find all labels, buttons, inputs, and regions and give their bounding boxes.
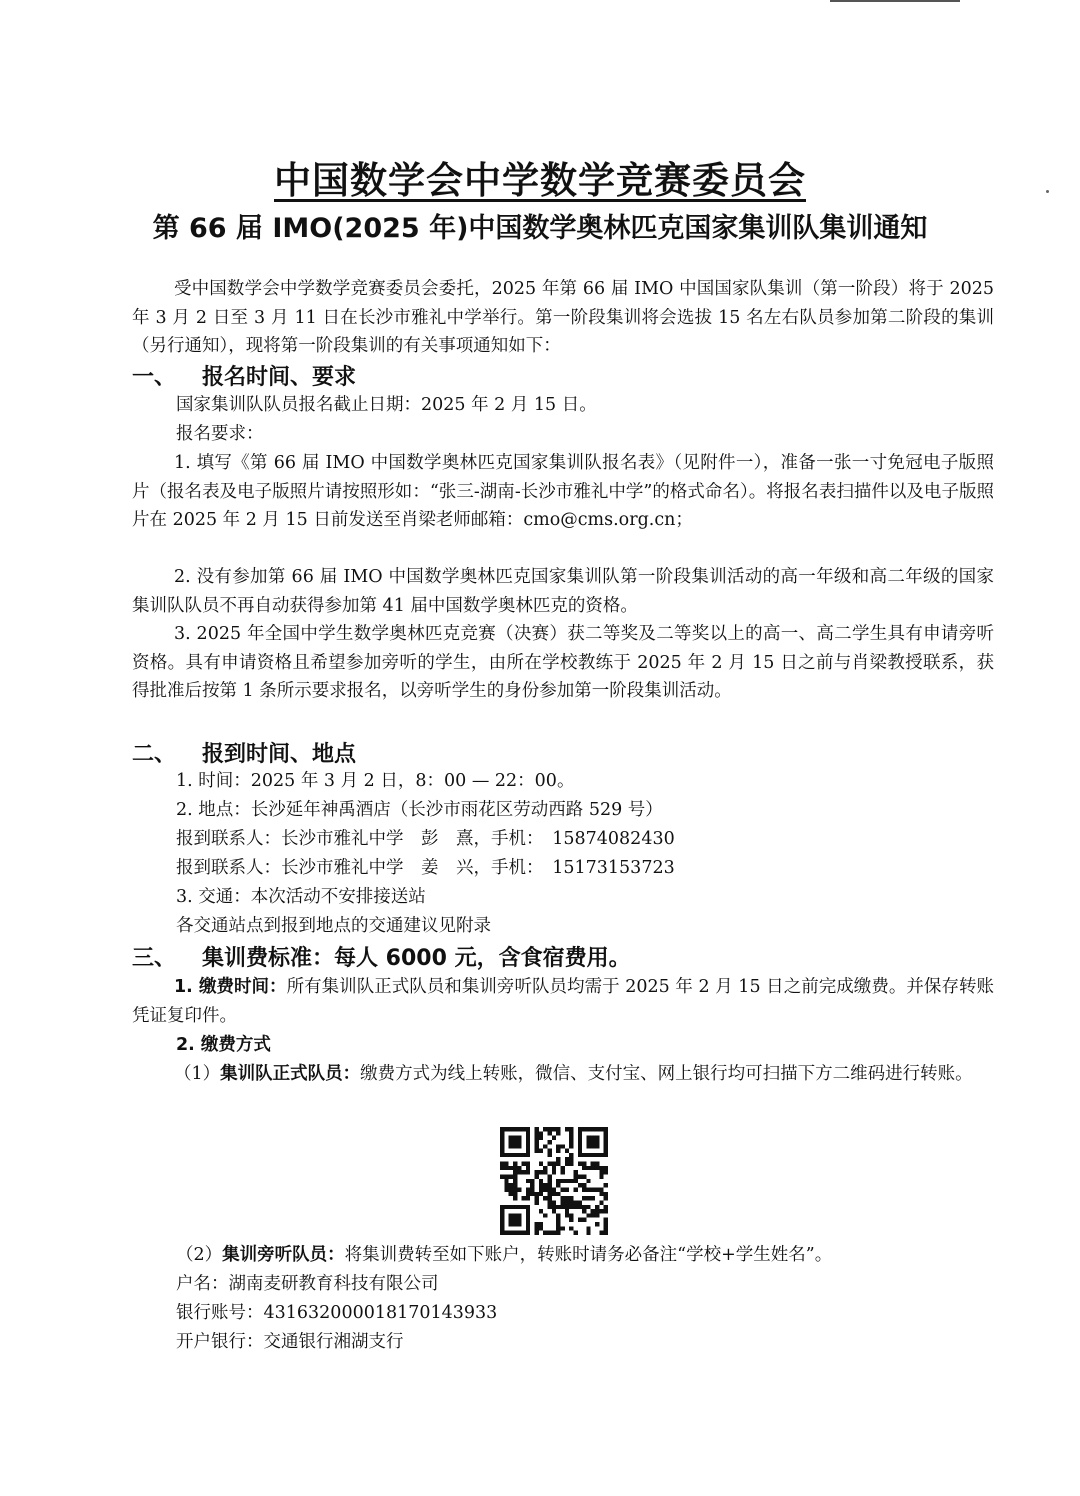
checkin-place: 2. 地点：长沙延年神禹酒店（长沙市雨花区劳动西路 529 号） [176,800,663,820]
section1-heading [132,360,356,391]
scan-edge-mark [830,0,960,2]
registration-deadline: 国家集训队队员报名截止日期：2025 年 2 月 15 日。 [176,395,597,415]
account-number: 银行账号：431632000018170143933 [176,1303,498,1323]
fee-standard: 每人 6000 元，含食宿费用。 [334,946,631,971]
contact-2: 报到联系人：长沙市雅礼中学 姜 兴，手机： 15173153723 [176,858,675,878]
section1-number: 一、 [132,365,177,390]
account-name: 户名：湖南麦研教育科技有限公司 [176,1274,439,1294]
checkin-time: 1. 时间：2025 年 3 月 2 日，8：00 — 22：00。 [176,771,575,791]
payment-time [132,973,994,1030]
auditor-text: 将集训费转至如下账户，转账时请务必备注“学校+学生姓名”。 [344,1245,833,1265]
payment-time-label: 1. 缴费时间： [174,977,287,997]
payment-time-text: 所有集训队正式队员和集训旁听队员均需于 2025 年 2 月 15 日之前完成缴费。并保存转账凭证复印件。 [132,977,995,1026]
requirement-item-1: 1. 填写《第 66 届 IMO 中国数学奥林匹克国家集训队报名表》（见附件一），准备一张一寸免冠电子版照片（报名表及电子版照片请按照形如：“张三-湖南-长沙市雅礼中学”的格式命名）。将报名表扫描件以及电子版照片在 2025 年 2 月 15 日前发送至肖梁老师邮箱：cmo@cms.org.cn； [132,453,994,530]
requirements-label: 报名要求： [176,424,264,444]
official-payment [132,1060,994,1089]
section2-title: 报到时间、地点 [202,742,357,767]
section3-title: 集训费标准： [202,946,335,971]
intro-paragraph: 受中国数学会中学数学竞赛委员会委托，2025 年第 66 届 IMO 中国国家队集训（第一阶段）将于 2025 年 3 月 2 日至 3 月 11 日在长沙市雅礼中学举行。第一阶段集训将会选拔 15 名左右队员参加第二阶段的集训（另行通知），现将第一阶段集训的有关事项通知如下： [132,279,994,356]
auditor-label: 集训旁听队员： [222,1245,345,1265]
contact-1: 报到联系人：长沙市雅礼中学 彭 熹，手机： 15874082430 [176,829,675,849]
transport-note: 各交通站点到报到地点的交通建议见附录 [176,916,491,936]
transport: 3. 交通：本次活动不安排接送站 [176,887,426,907]
official-prefix: （1） [174,1064,221,1084]
requirement-item-2: 2. 没有参加第 66 届 IMO 中国数学奥林匹克国家集训队第一阶段集训活动的高一年级和高二年级的国家集训队队员不再自动获得参加第 41 届中国数学奥林匹克的资格。 [132,567,994,616]
section1-title: 报名时间、要求 [202,365,357,390]
auditor-payment [176,1241,832,1270]
section2-heading [132,737,356,768]
section3-heading [132,941,631,972]
section2-number: 二、 [132,742,177,767]
official-text: 缴费方式为线上转账，微信、支付宝、网上银行均可扫描下方二维码进行转账。 [360,1064,973,1084]
org-title: 中国数学会中学数学竞赛委员会 [274,159,806,202]
notice-title: 第 66 届 IMO(2025 年)中国数学奥林匹克国家集训队集训通知 [152,213,928,244]
payment-method-label: 2. 缴费方式 [176,1035,271,1055]
payment-qr-code[interactable] [498,1127,610,1235]
section3-number: 三、 [132,946,177,971]
bank-name: 开户银行：交通银行湘湖支行 [176,1332,404,1352]
requirement-item-3: 3. 2025 年全国中学生数学奥林匹克竞赛（决赛）获二等奖及二等奖以上的高一、高二学生具有申请旁听资格。具有申请资格且希望参加旁听的学生，由所在学校教练于 2025 年 2 月 15 日之前与肖梁教授联系，获得批准后按第 1 条所示要求报名，以旁听学生的身份参加第一阶段集训活动。 [132,624,994,701]
auditor-prefix: （2） [176,1245,223,1265]
official-label: 集训队正式队员： [220,1064,361,1084]
